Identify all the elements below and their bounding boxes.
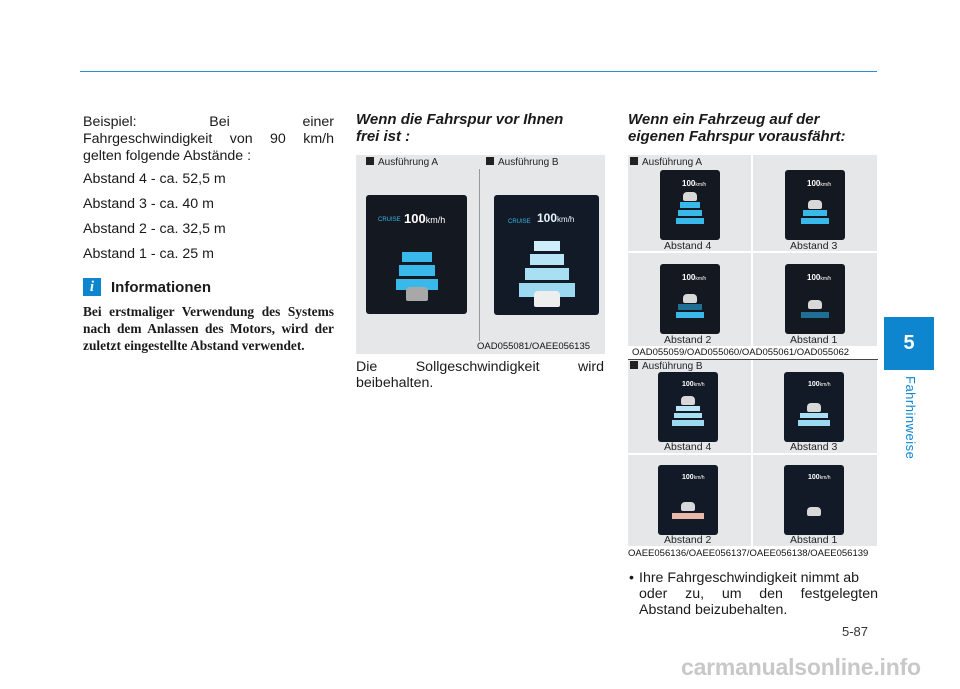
- figure-free-lane: [356, 155, 605, 354]
- distance-bar: [676, 218, 704, 224]
- distance-bar: [676, 406, 700, 411]
- text-word: um: [721, 586, 742, 602]
- text-word: zu,: [685, 586, 705, 602]
- distance-bar: [798, 420, 830, 426]
- distance-bar: [801, 218, 829, 224]
- free-lane-text: [356, 359, 604, 391]
- heading-line: frei ist :: [356, 128, 411, 145]
- label-text: Ausführung A: [378, 157, 439, 168]
- speed-readout: [537, 211, 574, 225]
- caption: Abstand 1: [790, 334, 838, 346]
- figure-code: OAD055059/OAD055060/OAD055061/OAD055062: [632, 347, 850, 358]
- caption: Abstand 4: [664, 441, 712, 453]
- speed-unit: km/h: [820, 182, 832, 188]
- intro-word: Beispiel:: [83, 114, 137, 130]
- car-icon: [406, 287, 428, 301]
- speed-readout: [682, 273, 706, 282]
- square-bullet-icon: [630, 361, 638, 369]
- speed-value: 100: [537, 211, 558, 225]
- speed-unit: km/h: [693, 382, 705, 388]
- info-header: [83, 278, 334, 296]
- cruise-label: CRUISE: [378, 217, 401, 223]
- distance-bar: [672, 420, 704, 426]
- car-icon: [534, 291, 560, 307]
- speed-value: 100: [682, 381, 694, 388]
- speed-unit: km/h: [425, 215, 446, 225]
- speed-value: 100: [404, 211, 426, 226]
- figure-vehicle-ahead-b: [628, 360, 877, 546]
- distance-bar: [674, 413, 702, 418]
- caption: Abstand 2: [664, 334, 712, 346]
- speed-unit: km/h: [819, 382, 831, 388]
- figure-divider: [479, 169, 480, 341]
- car-ahead-icon: [808, 300, 822, 309]
- square-bullet-icon: [630, 157, 638, 165]
- distance-1: Abstand 1 - ca. 25 m: [83, 246, 214, 262]
- speed-unit: km/h: [820, 276, 832, 282]
- speed-value: 100: [808, 474, 820, 481]
- text-word: festgelegten: [800, 586, 878, 602]
- speed-readout: [682, 474, 705, 481]
- text-word: Die: [356, 359, 378, 375]
- intro-word: einer: [302, 114, 334, 130]
- cluster-thumb: [785, 170, 845, 240]
- intro-text: [83, 114, 334, 165]
- figure-label-b: [486, 157, 559, 168]
- distance-2: Abstand 2 - ca. 32,5 m: [83, 221, 226, 237]
- speed-value: 100: [682, 474, 694, 481]
- distance-bar: [530, 254, 564, 265]
- speed-value: 100: [808, 381, 820, 388]
- cluster-thumb: [658, 465, 718, 535]
- speed-unit: km/h: [695, 182, 707, 188]
- speed-unit: km/h: [557, 215, 575, 224]
- top-rule: [80, 71, 877, 72]
- car-ahead-icon: [683, 192, 697, 201]
- car-ahead-icon: [681, 396, 695, 405]
- info-icon: i: [83, 278, 101, 296]
- label-text: Ausführung B: [642, 361, 703, 372]
- info-text: Bei erstmaliger Verwendung des Systems nach dem Anlassen des Motors, wird der zuletzt eingestellte Abstand verwendet.: [83, 304, 334, 353]
- caption: Abstand 4: [664, 240, 712, 252]
- page-number: 5-87: [842, 624, 869, 639]
- distance-bar: [803, 210, 827, 216]
- cluster-thumb: [658, 372, 718, 442]
- speed-readout: [682, 179, 706, 188]
- speed-value: 100: [682, 179, 696, 188]
- distance-bar: [678, 210, 702, 216]
- speed-readout: [807, 273, 831, 282]
- column-left: [83, 114, 334, 354]
- car-ahead-icon: [683, 294, 697, 303]
- distance-bar: [680, 202, 700, 208]
- speed-readout: [808, 381, 831, 388]
- speed-readout: [404, 211, 445, 226]
- label-text: Ausführung A: [642, 157, 703, 168]
- cluster-thumb: [784, 372, 844, 442]
- speed-unit: km/h: [695, 276, 707, 282]
- speed-readout: [807, 179, 831, 188]
- text-line: Abstand beizubehalten.: [639, 602, 788, 618]
- bullet-icon: •: [629, 570, 634, 586]
- cluster-thumb: [784, 465, 844, 535]
- text-line: Ihre Fahrgeschwindigkeit nimmt ab: [639, 570, 860, 586]
- info-title: Informationen: [111, 278, 211, 296]
- car-ahead-icon: [681, 502, 695, 511]
- heading-vehicle-ahead: [628, 111, 878, 145]
- distance-bar: [525, 268, 569, 280]
- car-ahead-icon: [807, 403, 821, 412]
- distance-4: Abstand 4 - ca. 52,5 m: [83, 171, 226, 187]
- text-line: beibehalten.: [356, 375, 434, 391]
- figure-label-b: [630, 361, 703, 372]
- cruise-label: CRUISE: [508, 219, 531, 225]
- speed-unit: km/h: [819, 475, 831, 481]
- speed-value: 100: [807, 273, 821, 282]
- distance-bar: [801, 312, 829, 318]
- chapter-tab[interactable]: 5: [884, 317, 934, 370]
- text-word: oder: [639, 586, 668, 602]
- cluster-screen-a: [366, 195, 467, 314]
- chapter-name: Fahrhinweise: [903, 376, 918, 460]
- figure-label-a: [630, 157, 702, 168]
- distance-bar: [534, 241, 560, 251]
- caption: Abstand 1: [790, 534, 838, 546]
- grid-divider: [751, 360, 753, 546]
- cluster-thumb: [660, 170, 720, 240]
- intro-rest: Fahrgeschwindigkeit von 90 km/h gelten folgende Abstände :: [83, 131, 334, 164]
- distance-bar: [402, 252, 432, 262]
- caption: Abstand 2: [664, 534, 712, 546]
- car-ahead-icon: [807, 507, 821, 516]
- watermark: carmanualsonline.info: [681, 654, 921, 680]
- square-bullet-icon: [366, 157, 374, 165]
- heading-line: eigenen Fahrspur vorausfährt:: [628, 128, 846, 145]
- distance-3: Abstand 3 - ca. 40 m: [83, 196, 214, 212]
- square-bullet-icon: [486, 157, 494, 165]
- cluster-thumb: [785, 264, 845, 334]
- car-ahead-icon: [808, 200, 822, 209]
- cluster-thumb: [660, 264, 720, 334]
- cluster-screen-b: [494, 195, 599, 315]
- intro-word: Bei: [209, 114, 230, 130]
- text-word: den: [759, 586, 783, 602]
- figure-code: OAD055081/OAEE056135: [477, 341, 591, 352]
- heading-line: Wenn die Fahrspur vor Ihnen: [356, 111, 564, 128]
- text-word: wird: [577, 359, 604, 375]
- distance-bar: [676, 312, 704, 318]
- caption: Abstand 3: [790, 441, 838, 453]
- bullet-text: [629, 570, 878, 618]
- figure-vehicle-ahead-a: [628, 155, 877, 346]
- distance-bar: [800, 413, 828, 418]
- grid-divider: [751, 155, 753, 346]
- speed-value: 100: [807, 179, 821, 188]
- speed-unit: km/h: [693, 475, 705, 481]
- text-word: Sollgeschwindigkeit: [415, 359, 540, 375]
- caption: Abstand 3: [790, 240, 838, 252]
- speed-value: 100: [682, 273, 696, 282]
- distance-bar: [399, 265, 435, 276]
- label-text: Ausführung B: [498, 157, 559, 168]
- speed-readout: [682, 381, 705, 388]
- distance-bar: [678, 304, 702, 310]
- speed-readout: [808, 474, 831, 481]
- figure-code: OAEE056136/OAEE056137/OAEE056138/OAEE056139: [628, 548, 869, 559]
- heading-line: Wenn ein Fahrzeug auf der: [628, 111, 820, 128]
- figure-label-a: [366, 157, 438, 168]
- distance-bar: [672, 513, 704, 519]
- heading-free-lane: [356, 111, 604, 145]
